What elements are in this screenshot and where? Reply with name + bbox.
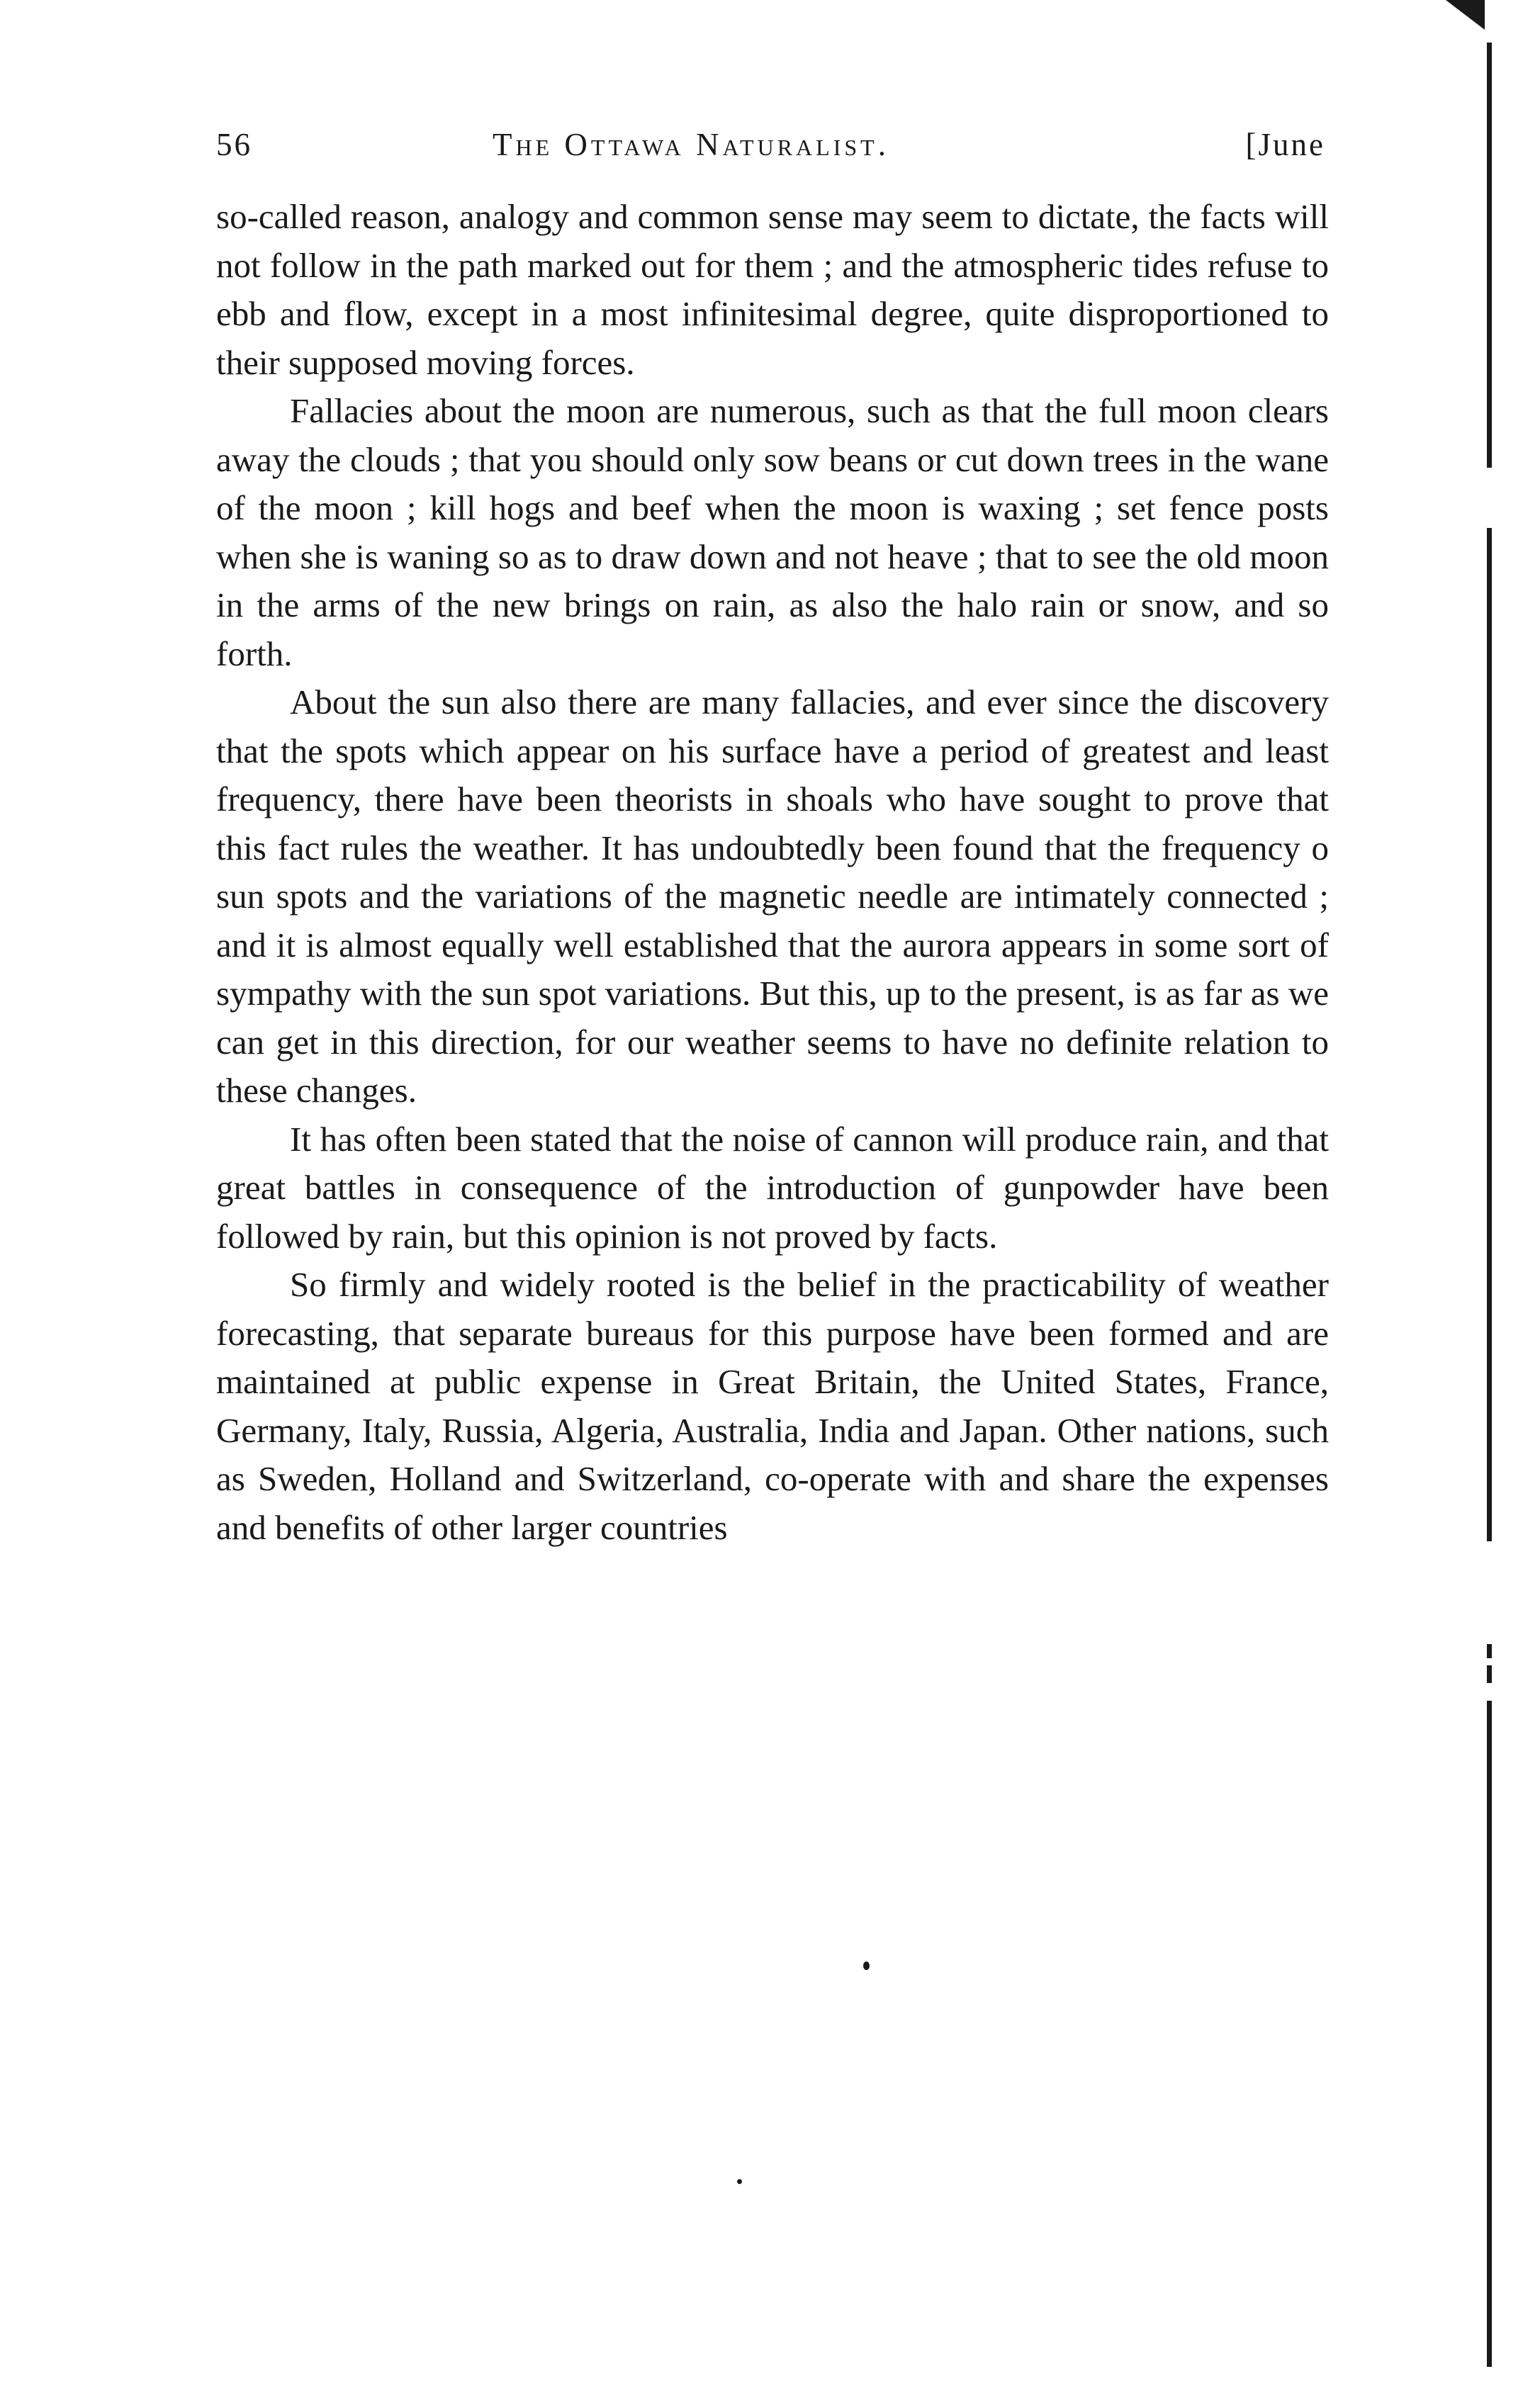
ink-speck — [863, 1962, 870, 1970]
article-body — [216, 193, 1329, 1552]
paragraph: so-called reason, analogy and common sense may seem to dictate, the facts will not follow in the path marked out for them ; and the atmospheric tides refuse to ebb and flow, except in a most infinitesimal degree, quite disproportioned to their supposed moving forces. — [216, 197, 1329, 382]
paragraph: So firmly and widely rooted is the belief in the practicability of weather forecasting, that separate bureaus for this purpose have been formed and are maintained at public expense in Great Britain, the United States, France, Germany, Italy, Russia, Algeria, Australia, India and Japan. Other nations, such as Sweden, Holland and Switzerland, co-operate with and share the expenses and benefits of other larger countries — [216, 1265, 1329, 1547]
running-header — [216, 126, 1325, 176]
page-number: 56 — [216, 127, 252, 162]
scan-edge-line — [1487, 1665, 1492, 1683]
scan-corner-mark — [1446, 0, 1485, 30]
issue-month: [June — [1245, 127, 1325, 162]
running-title: The Ottawa Naturalist. — [493, 127, 889, 162]
scan-edge-line — [1487, 1701, 1492, 2367]
scan-edge-line — [1487, 528, 1492, 1541]
ink-speck — [737, 2179, 742, 2184]
paragraph: It has often been stated that the noise of cannon will produce rain, and that great battles in consequence of the introduction of gunpowder have been followed by rain, but this opinion is not proved by facts. — [216, 1119, 1329, 1256]
paragraph: About the sun also there are many fallacies, and ever since the discovery that the spots which appear on his surface have a period of greatest and least frequency, there have been theorists in shoals who have sought to prove that this fact rules the weather. It has undoubtedly been found that the frequency o sun spots and the variations of the magnetic needle are intimately connected ; and it is almost equally well established that the aurora appears in some sort of sympathy with the sun spot variations. But this, up to the present, is as far as we can get in this direction, for our weather seems to have no definite relation to these changes. — [216, 682, 1329, 1110]
scan-edge-line — [1487, 1644, 1492, 1658]
scan-edge-line — [1487, 43, 1492, 468]
paragraph: Fallacies about the moon are numerous, such as that the full moon clears away the clouds ; that you should only sow beans or cut down trees in the wane of the moon ; kill hogs and beef when the moon is waxing ; set fence posts when she is waning so as to draw down and not heave ; that to see the old moon in the arms of the new brings on rain, as also the halo rain or snow, and so forth. — [216, 391, 1329, 673]
